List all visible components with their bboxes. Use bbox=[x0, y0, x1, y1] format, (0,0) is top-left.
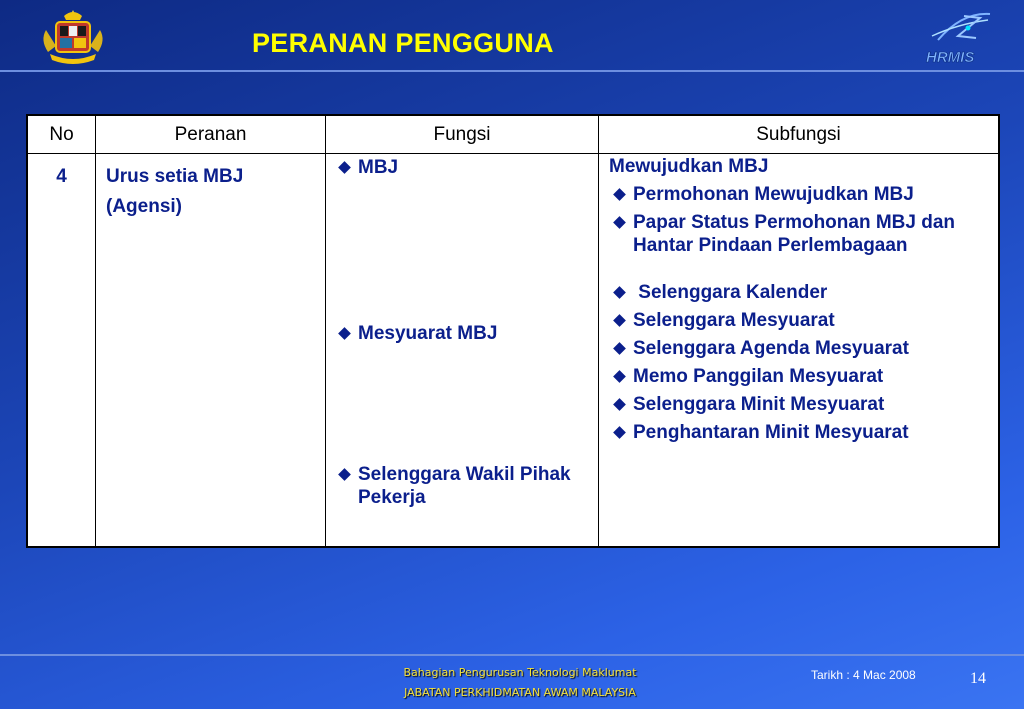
diamond-bullet-icon bbox=[338, 468, 351, 481]
subfungsi-item: Papar Status Permohonan MBJ dan Hantar Pindaan Perlembagaan bbox=[609, 211, 988, 257]
subfungsi-item: Penghantaran Minit Mesyuarat bbox=[609, 421, 988, 444]
subfungsi-item: Selenggara Mesyuarat bbox=[609, 309, 988, 332]
cell-fungsi bbox=[326, 154, 599, 547]
cell-no: 4 bbox=[28, 154, 96, 547]
footer-divider bbox=[0, 654, 1024, 656]
diamond-bullet-icon bbox=[613, 314, 626, 327]
diamond-bullet-icon bbox=[613, 398, 626, 411]
header-divider bbox=[0, 70, 1024, 72]
table-header-row bbox=[28, 116, 999, 154]
hrmis-logo-text: HRMIS bbox=[926, 49, 975, 66]
footer-agency: JABATAN PERKHIDMATAN AWAM MALAYSIA bbox=[404, 686, 636, 699]
diamond-bullet-icon bbox=[613, 188, 626, 201]
subfungsi-item: Selenggara Minit Mesyuarat bbox=[609, 393, 988, 416]
diamond-bullet-icon bbox=[613, 370, 626, 383]
header-peranan: Peranan bbox=[96, 116, 326, 154]
fungsi-item: Selenggara Wakil Pihak Pekerja bbox=[334, 463, 588, 509]
subfungsi-item: Memo Panggilan Mesyuarat bbox=[609, 365, 988, 388]
header-subfungsi: Subfungsi bbox=[599, 116, 999, 154]
coat-of-arms-icon bbox=[36, 6, 110, 66]
slide-date: Tarikh : 4 Mac 2008 bbox=[811, 668, 916, 682]
fungsi-item: MBJ bbox=[334, 156, 588, 322]
diamond-bullet-icon bbox=[613, 342, 626, 355]
subfungsi-item: Selenggara Agenda Mesyuarat bbox=[609, 337, 988, 360]
footer-department: Bahagian Pengurusan Teknologi Maklumat bbox=[403, 666, 637, 679]
diamond-bullet-icon bbox=[338, 327, 351, 340]
table-row bbox=[28, 154, 999, 547]
diamond-bullet-icon bbox=[613, 286, 626, 299]
diamond-bullet-icon bbox=[613, 426, 626, 439]
peranan-line: Urus setia MBJ bbox=[106, 166, 244, 187]
header-no: No bbox=[28, 116, 96, 154]
cell-subfungsi bbox=[599, 154, 999, 547]
cell-peranan bbox=[96, 154, 326, 547]
diamond-bullet-icon bbox=[613, 216, 626, 229]
diamond-bullet-icon bbox=[338, 161, 351, 174]
page-number: 14 bbox=[970, 670, 986, 687]
subfungsi-item: Selenggara Kalender bbox=[609, 281, 988, 304]
slide-title: PERANAN PENGGUNA bbox=[252, 28, 554, 58]
roles-table bbox=[26, 114, 1000, 548]
fungsi-item: Mesyuarat MBJ bbox=[334, 322, 588, 463]
subfungsi-item: Permohonan Mewujudkan MBJ bbox=[609, 183, 988, 206]
subfungsi-heading: Mewujudkan MBJ bbox=[609, 156, 769, 177]
peranan-line: (Agensi) bbox=[106, 196, 182, 217]
header-fungsi: Fungsi bbox=[326, 116, 599, 154]
hrmis-logo bbox=[918, 6, 1002, 66]
